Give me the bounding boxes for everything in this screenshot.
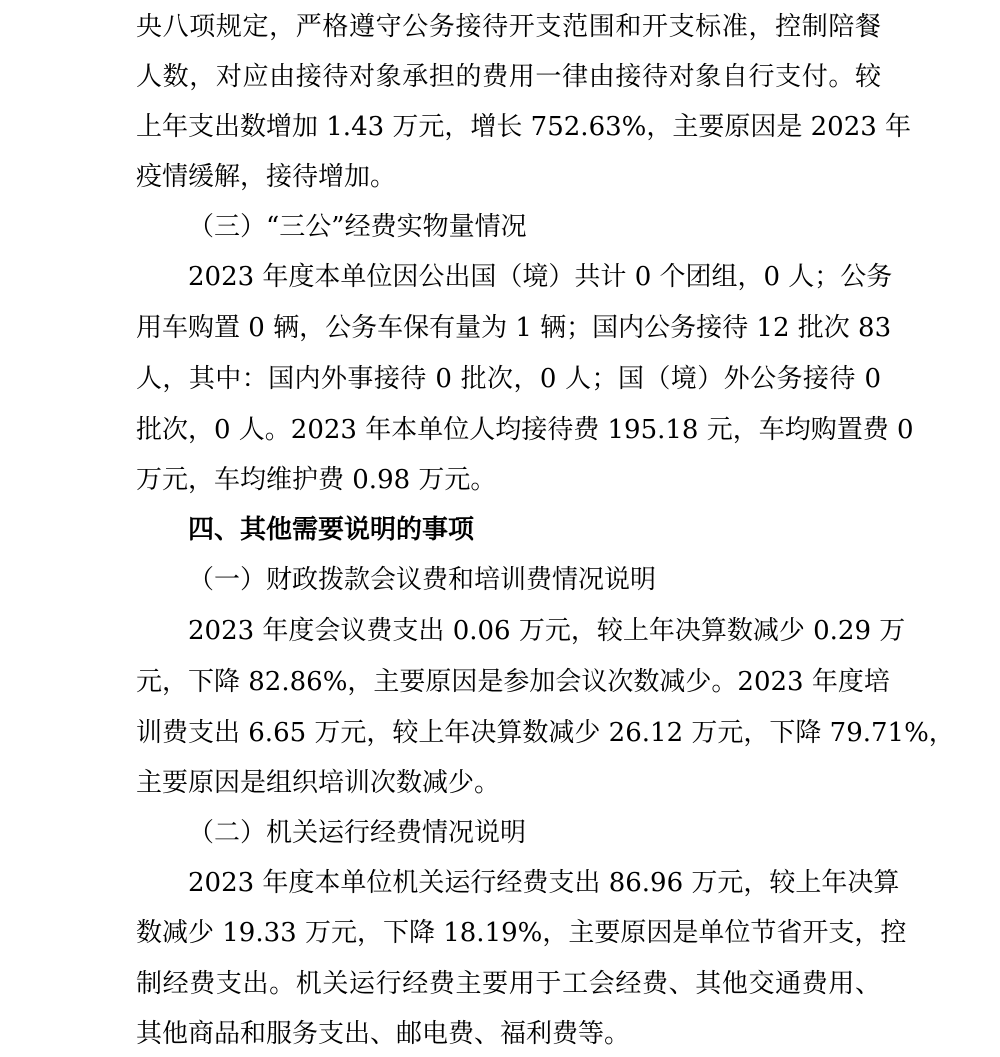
section-heading: （一）财政拨款会议费和培训费情况说明 bbox=[188, 565, 657, 595]
text-line: 上年支出数增加 1.43 万元，增长 752.63%，主要原因是 2023 年 bbox=[136, 112, 912, 142]
section-heading: （二）机关运行经费情况说明 bbox=[188, 818, 527, 848]
text-line: 万元，车均维护费 0.98 万元。 bbox=[136, 465, 497, 495]
text-line: 其他商品和服务支出、邮电费、福利费等。 bbox=[136, 1019, 631, 1049]
text-line: 人数，对应由接待对象承担的费用一律由接待对象自行支付。较 bbox=[136, 62, 881, 92]
text-line: 央八项规定，严格遵守公务接待开支范围和开支标准，控制陪餐 bbox=[136, 12, 881, 42]
text-line: 用车购置 0 辆，公务车保有量为 1 辆；国内公务接待 12 批次 83 bbox=[136, 313, 892, 343]
text-line: 2023 年度会议费支出 0.06 万元，较上年决算数减少 0.29 万 bbox=[188, 616, 906, 646]
text-line: 数减少 19.33 万元，下降 18.19%，主要原因是单位节省开支，控 bbox=[136, 918, 907, 948]
text-line: 2023 年度本单位因公出国（境）共计 0 个团组，0 人；公务 bbox=[188, 262, 893, 292]
text-line: 训费支出 6.65 万元，较上年决算数减少 26.12 万元，下降 79.71%， bbox=[136, 718, 955, 748]
text-line: 2023 年度本单位机关运行经费支出 86.96 万元，较上年决算 bbox=[188, 868, 900, 898]
text-line: 主要原因是组织培训次数减少。 bbox=[136, 768, 501, 798]
chapter-heading: 四、其他需要说明的事项 bbox=[188, 515, 475, 545]
text-line: 疫情缓解，接待增加。 bbox=[136, 162, 397, 192]
text-line: 人，其中：国内外事接待 0 批次，0 人；国（境）外公务接待 0 bbox=[136, 364, 881, 394]
text-line: 元，下降 82.86%，主要原因是参加会议次数减少。2023 年度培 bbox=[136, 667, 890, 697]
text-line: 制经费支出。机关运行经费主要用于工会经费、其他交通费用、 bbox=[136, 969, 881, 999]
section-heading: （三）“三公”经费实物量情况 bbox=[188, 212, 527, 242]
text-line: 批次，0 人。2023 年本单位人均接待费 195.18 元，车均购置费 0 bbox=[136, 415, 914, 445]
